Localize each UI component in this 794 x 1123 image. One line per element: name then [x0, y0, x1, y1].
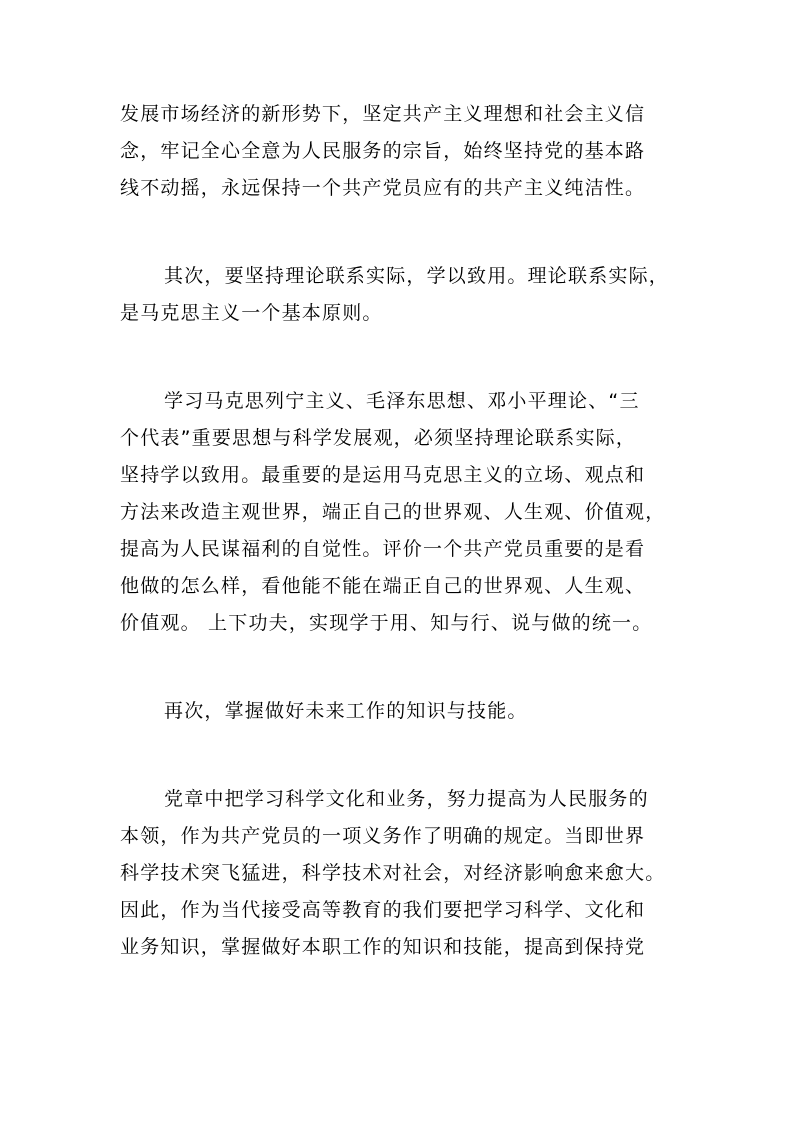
paragraph-gap	[120, 730, 690, 781]
text-line: 再次，掌握做好未来工作的知识与技能。	[164, 700, 528, 722]
text-line: 学习马克思列宁主义、毛泽东思想、邓小平理论、“三	[164, 390, 640, 412]
text-line: 价值观。 上下功夫，实现学于用、知与行、说与做的统一。	[120, 612, 653, 634]
paragraph-2	[120, 258, 690, 332]
text-line: 念，牢记全心全意为人民服务的宗旨，始终坚持党的基本路	[120, 140, 646, 162]
text-line: 个代表”重要思想与科学发展观，必须坚持理论联系实际，	[120, 427, 637, 449]
paragraph-1	[120, 96, 690, 207]
text-line: 其次，要坚持理论联系实际，学以致用。理论联系实际，	[164, 265, 670, 287]
paragraph-gap	[120, 207, 690, 258]
paragraph-5	[120, 781, 690, 966]
paragraph-3	[120, 383, 690, 642]
paragraph-gap	[120, 642, 690, 693]
text-line: 本领，作为共产党员的一项义务作了明确的规定。当即世界	[120, 825, 646, 847]
text-line: 党章中把学习科学文化和业务，努力提高为人民服务的	[164, 788, 649, 810]
text-line: 方法来改造主观世界，端正自己的世界观、人生观、价值观，	[120, 501, 666, 523]
text-line: 发展市场经济的新形势下，坚定共产主义理想和社会主义信	[120, 103, 646, 125]
text-line: 提高为人民谋福利的自觉性。评价一个共产党员重要的是看	[120, 538, 646, 560]
text-line: 业务知识，掌握做好本职工作的知识和技能，提高到保持党	[120, 936, 646, 958]
paragraph-gap	[120, 332, 690, 383]
paragraph-4	[120, 693, 690, 730]
text-line: 科学技术突飞猛进，科学技术对社会，对经济影响愈来愈大。	[120, 862, 666, 884]
text-line: 他做的怎么样，看他能不能在端正自己的世界观、人生观、	[120, 575, 646, 597]
text-line: 是马克思主义一个基本原则。	[120, 302, 383, 324]
text-line: 坚持学以致用。最重要的是运用马克思主义的立场、观点和	[120, 464, 646, 486]
text-line: 线不动摇，永远保持一个共产党员应有的共产主义纯洁性。	[120, 177, 646, 199]
text-line: 因此，作为当代接受高等教育的我们要把学习科学、文化和	[120, 899, 646, 921]
document-body	[120, 96, 690, 966]
